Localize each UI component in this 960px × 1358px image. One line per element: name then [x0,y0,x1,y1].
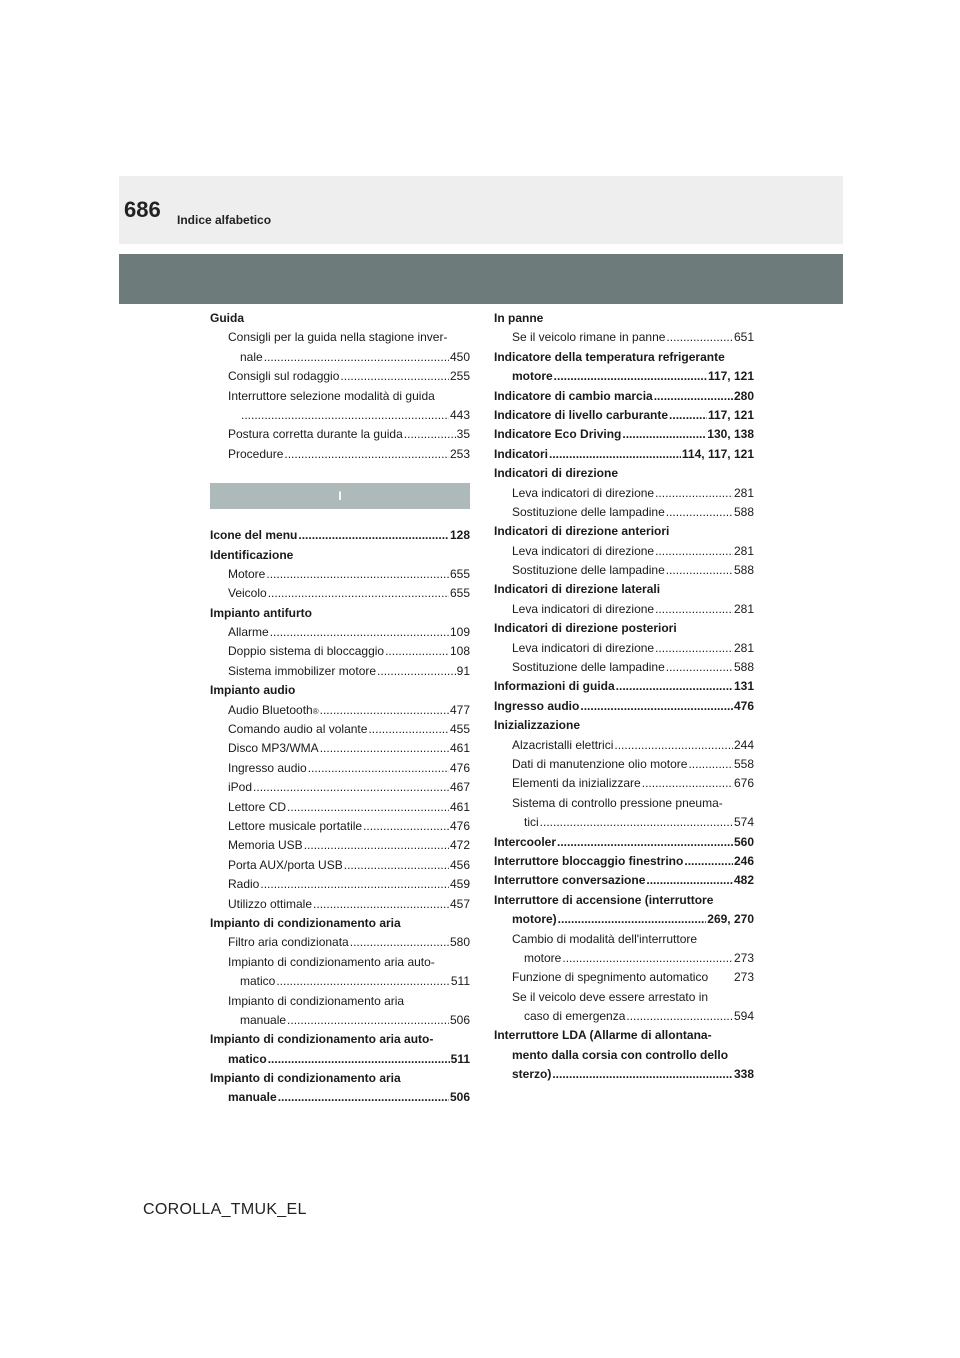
page-ref: 109 [449,625,470,640]
index-group-i [210,526,470,1108]
index-entry [494,910,754,929]
dot-leader [278,1088,449,1107]
dot-leader [344,856,449,875]
entry-text: Elementi da inizializzare [512,776,641,791]
dot-leader [377,662,456,681]
index-entry [494,871,754,890]
page-ref: 117, 121 [707,369,754,384]
page-ref: 269, 270 [707,912,754,927]
index-heading: Impianto antifurto [210,605,312,620]
index-subentry: Cambio di modalità dell'interruttore [512,931,698,946]
index-group-g [210,309,470,464]
entry-text: Memoria USB [228,838,303,853]
index-entry [494,406,754,425]
index-subentry [494,658,754,677]
index-subentry [210,720,470,739]
index-subentry [494,561,754,580]
dot-leader [266,565,449,584]
index-entry [494,1065,754,1084]
index-subentry [494,503,754,522]
entry-text: Interruttore bloccaggio finestrino [494,853,684,868]
entry-text: Consigli sul rodaggio [228,369,340,384]
page-ref: 246 [733,853,754,868]
dot-leader [626,1007,733,1026]
index-subentry [210,739,470,758]
index-subentry [494,484,754,503]
index-entry [210,526,470,545]
index-subentry [494,639,754,658]
page-ref: 580 [449,935,470,950]
index-subentry [210,836,470,855]
entry-text: Alzacristalli elettrici [512,737,614,752]
index-subentry [210,367,470,386]
entry-text: Sistema immobilizer motore [228,663,377,678]
page-ref: 655 [449,566,470,581]
page-ref: 443 [449,407,470,422]
page-ref: 476 [449,760,470,775]
dot-leader [614,736,733,755]
index-subentry: Impianto di condizionamento aria [228,993,405,1008]
index-heading: Impianto di condizionamento aria auto- [210,1032,434,1047]
dot-leader [350,933,449,952]
index-subentry [210,778,470,797]
index-subentry: Impianto di condizionamento aria auto- [228,954,435,969]
entry-text: Radio [228,877,260,892]
index-subentry [494,1007,754,1026]
dot-leader [642,774,733,793]
entry-text: Motore [228,566,266,581]
dot-leader [270,623,449,642]
index-subentry [210,425,470,444]
index-entry [494,367,754,386]
entry-text: caso di emergenza [524,1009,626,1024]
index-subentry [210,642,470,661]
index-subentry [494,736,754,755]
entry-text: Leva indicatori di direzione [512,640,655,655]
dot-leader [287,1011,449,1030]
entry-text: Dati di manutenzione olio motore [512,756,688,771]
page-ref: 511 [450,1051,470,1066]
entry-text: Lettore musicale portatile [228,818,363,833]
page-ref: 588 [733,563,754,578]
index-subentry: Sistema di controllo pressione pneuma- [512,795,723,810]
index-entry [494,697,754,716]
page-ref: 511 [450,974,470,989]
letter-divider-i [210,483,470,509]
dot-leader [253,778,449,797]
dot-leader [654,387,733,406]
index-heading: Indicatori di direzione posteriori [494,621,677,636]
entry-text: Doppio sistema di bloccaggio [228,644,385,659]
dot-leader [655,484,733,503]
entry-text: Porta AUX/porta USB [228,857,343,872]
dot-leader [268,584,449,603]
page-ref: 281 [733,485,754,500]
entry-text: motore) [512,912,557,927]
index-heading: In panne [494,311,544,325]
dot-leader [268,1050,450,1069]
dot-leader [580,697,733,716]
page-ref: 281 [733,601,754,616]
dot-leader [540,813,733,832]
page-ref: 108 [449,644,470,659]
section-title: Indice alfabetico [177,213,272,227]
dot-leader [284,445,449,464]
dot-leader [655,542,733,561]
dot-leader [404,425,456,444]
page-ref: 461 [449,741,470,756]
entry-text: Funzione di spegnimento automatico [512,970,709,985]
page-ref: 35 [456,427,470,442]
index-subentry [210,406,470,425]
index-subentry [494,774,754,793]
dot-leader [241,406,449,425]
entry-text: Intercooler [494,834,557,849]
entry-text: Postura corretta durante la guida [228,427,403,442]
entry-text: Leva indicatori di direzione [512,601,655,616]
page-ref: 117, 121 [707,407,754,422]
entry-text: sterzo) [512,1067,552,1082]
index-subentry [210,759,470,778]
index-subentry [210,565,470,584]
index-subentry [210,933,470,952]
index-subentry [210,445,470,464]
entry-text: Ingresso audio [228,760,307,775]
index-heading: Interruttore LDA (Allarme di allontana- [494,1028,712,1043]
page-ref: 280 [733,388,754,403]
page-ref: 651 [733,330,754,345]
dot-leader [666,561,733,580]
page-ref: 476 [733,698,754,713]
entry-text: tici [524,815,539,830]
entry-text: matico [240,974,276,989]
dot-leader [304,836,449,855]
entry-text: motore [524,950,562,965]
page-number: 686 [124,197,161,222]
dot-leader [298,526,449,545]
dot-leader [363,817,449,836]
index-heading: Interruttore di accensione (interruttore [494,892,714,907]
entry-text: Utilizzo ottimale [228,896,313,911]
index-subentry [494,813,754,832]
page-ref: 461 [449,799,470,814]
index-heading: Impianto di condizionamento aria [210,915,401,930]
entry-text: Indicatore di cambio marcia [494,388,653,403]
dot-leader [666,503,733,522]
left-column [210,309,470,1108]
entry-text: Informazioni di guida [494,679,615,694]
entry-text: Veicolo [228,586,267,601]
index-subentry [210,856,470,875]
dot-leader [260,875,449,894]
dot-leader [558,910,707,929]
page-ref: 128 [449,528,470,543]
page-ref: 676 [733,776,754,791]
index-heading: Indicatore della temperatura refrigerante [494,349,725,364]
dot-leader [562,949,733,968]
entry-text: manuale [240,1012,287,1027]
entry-text: Audio Bluetooth [228,702,313,717]
index-entry [494,387,754,406]
page-ref: 281 [733,543,754,558]
dot-leader [669,406,707,425]
index-subentry [210,1011,470,1030]
index-heading: Impianto di condizionamento aria [210,1071,401,1086]
dot-leader [276,972,450,991]
page-ref: 450 [449,349,470,364]
entry-text: nale [240,349,263,364]
page-ref: 472 [449,838,470,853]
index-entry [494,833,754,852]
index-entry [494,852,754,871]
letter-label: I [338,489,342,504]
page-ref: 131 [733,679,754,694]
entry-text: manuale [228,1090,277,1105]
index-subentry [210,623,470,642]
entry-text: Indicatore di livello carburante [494,407,669,422]
index-subentry [494,949,754,968]
dot-leader [655,639,733,658]
index-entry [494,425,754,444]
index-subentry [210,584,470,603]
dot-leader [368,720,449,739]
entry-text: Indicatore Eco Driving [494,427,622,442]
entry-text: Se il veicolo rimane in panne [512,330,666,345]
page-ref: 558 [733,756,754,771]
page-ref: 273 [733,970,754,985]
page-ref: 459 [449,877,470,892]
page-ref: 114, 117, 121 [681,446,754,461]
page-ref: 506 [449,1090,470,1105]
index-subentry [494,968,754,987]
entry-text: Lettore CD [228,799,287,814]
index-subentry [210,895,470,914]
entry-text: Disco MP3/WMA [228,741,319,756]
dot-leader [655,600,733,619]
page-ref: 255 [449,369,470,384]
dot-leader [622,425,706,444]
index-heading: mento dalla corsia con controllo dello [512,1047,729,1062]
index-entry [210,1050,470,1069]
index-subentry: Consigli per la guida nella stagione inver- [228,330,448,345]
entry-text: Allarme [228,625,269,640]
page-ref: 273 [733,950,754,965]
dot-leader [340,367,449,386]
dot-leader [554,367,707,386]
index-subentry [210,798,470,817]
dot-leader [684,852,733,871]
entry-text: Sostituzione delle lampadine [512,563,665,578]
footer-model-code: COROLLA_TMUK_EL [143,1201,307,1218]
page-ref: 130, 138 [707,427,754,442]
page-ref: 560 [733,834,754,849]
dot-leader [616,677,733,696]
right-column [494,309,754,1085]
page-ref: 506 [449,1012,470,1027]
index-subentry [210,817,470,836]
entry-text: Icone del menu [210,528,298,543]
entry-text: Sostituzione delle lampadine [512,660,665,675]
dot-leader [646,871,733,890]
dot-leader [666,658,733,677]
page-ref: 457 [449,896,470,911]
page-ref: 456 [449,857,470,872]
dot-leader [264,348,449,367]
entry-text: iPod [228,780,253,795]
index-subentry: Audio Bluetooth ® ..... 477 [210,701,470,720]
index-subentry [210,662,470,681]
dot-leader [552,1065,733,1084]
index-heading: Indicatori di direzione [494,466,619,481]
index-subentry: Interruttore selezione modalità di guida [228,388,435,403]
page-ref: 476 [449,818,470,833]
page-ref: 281 [733,640,754,655]
index-group-i-continued [494,309,754,1085]
entry-text: Leva indicatori di direzione [512,485,655,500]
index-subentry [494,755,754,774]
dot-leader [385,642,449,661]
index-entry [494,445,754,464]
index-subentry [210,972,470,991]
page-ref: 253 [449,446,470,461]
page-ref: 91 [456,663,470,678]
page-ref: 655 [449,586,470,601]
index-subentry [494,542,754,561]
page-ref: 467 [449,780,470,795]
page-ref: 482 [733,873,754,888]
header-top-band [119,176,843,244]
entry-text: Interruttore conversazione [494,873,646,888]
page-ref: 338 [733,1067,754,1082]
page-ref: 588 [733,660,754,675]
dot-leader [313,895,449,914]
page-ref: 588 [733,504,754,519]
index-subentry [494,600,754,619]
page-ref: 594 [733,1009,754,1024]
dot-leader [320,701,449,720]
entry-text: Procedure [228,446,284,461]
entry-text: Leva indicatori di direzione [512,543,655,558]
index-heading: Indicatori di direzione laterali [494,582,661,597]
page-ref: 244 [733,737,754,752]
dot-leader [287,798,449,817]
entry-text: Filtro aria condizionata [228,935,349,950]
index-heading: Indicatori di direzione anteriori [494,524,670,539]
dot-leader [688,755,733,774]
dot-leader [666,328,733,347]
index-heading: Inizializzazione [494,718,581,733]
entry-text: Sostituzione delle lampadine [512,504,665,519]
index-subentry [210,348,470,367]
entry-text: Comando audio al volante [228,722,368,737]
page-ref: 477 [449,702,470,717]
dot-leader [308,759,449,778]
header-dark-band [119,254,843,304]
entry-text: Ingresso audio [494,698,580,713]
entry-text: matico [228,1051,267,1066]
index-heading: Identificazione [210,547,294,562]
entry-text: motore [512,369,553,384]
index-heading: Impianto audio [210,683,296,698]
index-heading: Guida [210,311,245,325]
dot-leader [557,833,733,852]
index-subentry [210,875,470,894]
index-entry [494,677,754,696]
index-entry [210,1088,470,1107]
dot-leader [549,445,681,464]
index-subentry: Se il veicolo deve essere arrestato in [512,989,709,1004]
entry-text: Indicatori [494,446,549,461]
index-subentry [494,328,754,347]
page-ref: 574 [733,815,754,830]
dot-leader [320,739,449,758]
page-ref: 455 [449,722,470,737]
